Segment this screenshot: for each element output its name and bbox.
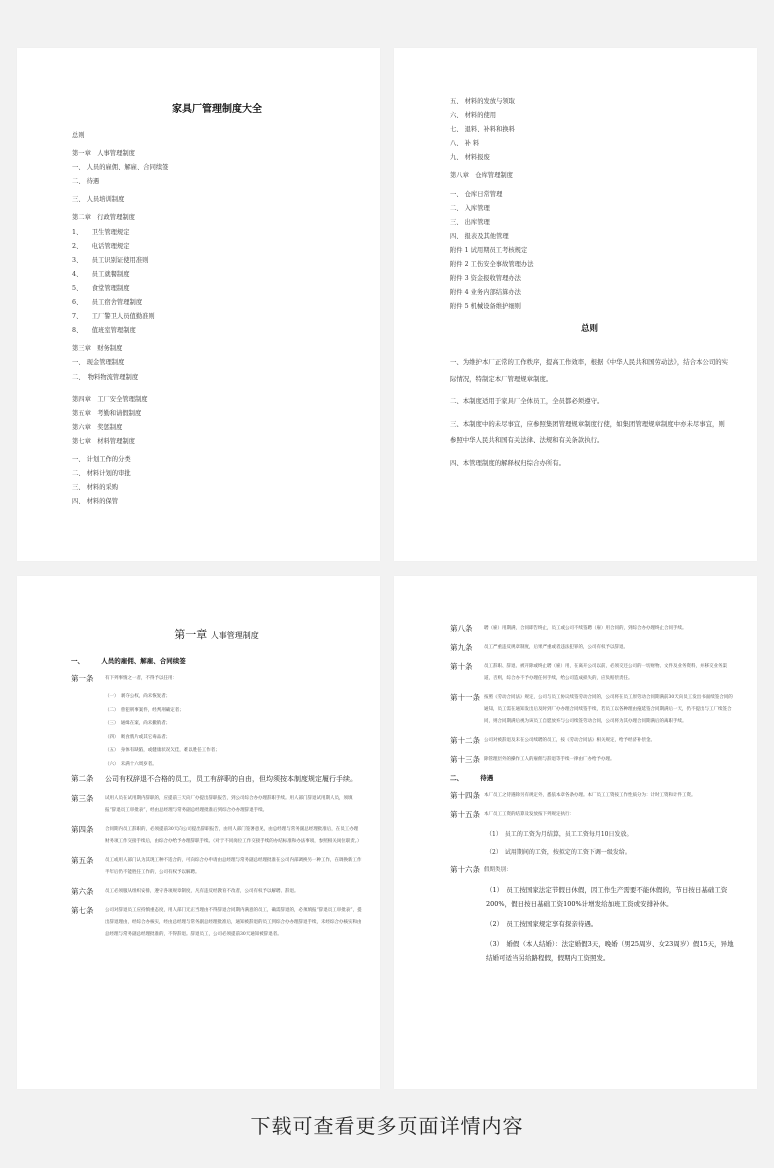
provision-paragraph: 一、为维护本厂正常的工作秩序，提高工作效率，根据《中华人民共和国劳动法》，结合本公司的实际情况，特制定本厂管理规章制度。 — [450, 358, 728, 383]
article-13 — [450, 754, 735, 766]
toc-line: 七、 退料、补料和换料 — [450, 126, 515, 134]
toc-line: 二、 物料物流管理制度 — [72, 373, 139, 381]
section-heading — [71, 656, 362, 665]
section-number: 一、 — [71, 657, 84, 665]
document-page-4 — [394, 576, 757, 1089]
toc-line: 第八章 仓库管理制度 — [450, 172, 513, 180]
toc-line: 三、 人员培训制度 — [72, 196, 125, 204]
article-number: 第一条 — [71, 674, 94, 683]
article-number: 第四条 — [71, 825, 94, 834]
article-1-items — [71, 692, 362, 770]
article-item: （一） 剥夺公权，尚未恢复者； — [105, 694, 171, 699]
article-text: 按照《劳动合同法》规定，公司与员工协议续签劳动合同的，公司将在员工原劳动合同期满前30天向员工发出书面续签合同的通知，员工需在通知发出后及时到厂办办理合同续签手续，若员工以各种理由拖延签合同期满后一天，仍不提出与工厂续签合同，则合同期满后视为该员工自愿放弃与公司续签劳动合同，公司将为其办理合同期满后的离职手续。 — [484, 695, 733, 724]
article-text: 合同期内员工辞职的，必须提前30天向公司提出辞职报告，由用人部门签署意见，由总经理与常务副总经理批准后，在员工办理财务项工作交接手续后，由综合办给予办理辞职手续。（对于不同岗位工作交接手续的办结标准和办法事项，参照相关岗位职责。） — [105, 827, 362, 844]
document-title: 家具厂管理制度大全 — [172, 104, 262, 115]
article-text: 员工必须服从组织安排，遵守各项规章制度，凡有违反经教育不改者，公司有权予以解聘、辞退。 — [105, 889, 299, 894]
article-item: （三） 通缉在案，尚未撤销者； — [105, 721, 171, 726]
chapter-name: 人事管理制度 — [210, 631, 259, 640]
section-title: 人员的雇佣、解雇、合同续签 — [101, 657, 186, 665]
toc-line: 5、 食堂管理制度 — [72, 284, 130, 292]
toc-line: 三、 材料的采购 — [72, 484, 119, 492]
article-15-items — [450, 828, 735, 859]
provision-paragraph: 四、本管理制度的解释权归综合办所有。 — [450, 458, 566, 467]
toc-line: 八、 补 料 — [450, 140, 480, 148]
article-text: 聘（雇）用期满，合同即告终止，员工或公司不续签聘（雇）用合同的，到综合办办理终止合同手续。 — [484, 626, 687, 631]
article-item: （五） 身体有缺陷，或健康状况欠佳，难以胜任工作者； — [105, 748, 220, 753]
article-text: 试用人员在试用期内辞职的，应提前三天向厂办提出辞职报告，到公司综合办办理辞职手续。用人部门辞退试用期人员，须填报“辞退员工审批表”，经由总经理与常务副总经理批准后到综合办办理辞退手续。 — [105, 796, 353, 813]
article-text: 公司有权辞退不合格的员工，员工有辞职的自由，但均须按本制度规定履行手续。 — [105, 775, 357, 783]
article-item: （二） 曾犯刑事案件，经判刑确定者； — [105, 707, 184, 713]
toc-line: 九、 材料报废 — [450, 154, 490, 162]
general-provisions-heading: 总则 — [580, 324, 598, 335]
article-item: （2） 员工按国家规定享有探亲待遇。 — [486, 920, 598, 928]
toc-line: 五、 材料的发放与领取 — [450, 98, 515, 105]
article-number: 第九条 — [450, 643, 473, 652]
article-3 — [71, 793, 362, 817]
article-16-items — [450, 883, 735, 965]
article-text: 本厂员工之待遇除另有规定外，悉依本章各条办理。本厂员工工资按工作性质分为：计时工资和计件工资。 — [484, 793, 696, 798]
article-9 — [450, 642, 735, 654]
toc-line: 三、 出库管理 — [450, 218, 490, 226]
toc-line: 六、 材料的使用 — [450, 112, 497, 120]
article-16 — [450, 864, 735, 876]
article-4 — [71, 824, 362, 848]
article-number: 第十六条 — [450, 865, 480, 874]
article-7 — [71, 905, 362, 941]
article-number: 第十一条 — [450, 693, 480, 702]
article-number: 第十三条 — [450, 755, 480, 764]
toc-line: 第四章 工厂安全管理制度 — [72, 395, 148, 403]
article-text: 本厂员工工资的结算及发放按下列规定执行： — [484, 812, 574, 817]
article-10 — [450, 661, 735, 685]
section-heading — [450, 773, 735, 782]
chapter-title — [71, 626, 362, 642]
article-text: 公司对辞退员工应持慎重态度，用人部门无正当理由不得辞退合同期内满意的员工，确需辞退的，必须填报“辞退员工审批表”，提出辞退理由，经综合办核实，经由总经理与常务副总经理批准后，通知被辞退的员工到综合办办理辞退手续，未经综合办核实和由总经理与常务副总经理批准的，不得辞退。辞退员工，公司必须提前30天通知被辞退者。 — [105, 908, 362, 937]
article-item: （3） 婚假（本人结婚）：法定婚假3天，晚婚（男25周岁、女23周岁）假15天，异地结婚可适当另给路程假，假期内工资照发。 — [486, 940, 734, 962]
article-12 — [450, 735, 735, 747]
toc-line: 第三章 财务制度 — [72, 345, 123, 353]
toc-line: 总则 — [72, 132, 85, 139]
download-prompt-text: 下载可查看更多页面详情内容 — [250, 1114, 524, 1138]
toc-line: 一、 仓库日常管理 — [450, 190, 503, 198]
toc-line: 四、 材料的保管 — [72, 498, 119, 506]
article-11 — [450, 692, 735, 728]
article-1 — [71, 673, 362, 685]
toc-line: 第六章 奖惩制度 — [72, 423, 123, 431]
toc-line: 附件 1 试用期员工考核规定 — [450, 246, 528, 254]
toc-line: 第五章 考勤和请假制度 — [72, 409, 142, 417]
article-text: 员工严重违反规章制度，后果严重或者违法犯罪的，公司有权予以辞退。 — [484, 645, 628, 650]
article-item: （六） 未满十六周岁者。 — [105, 761, 157, 767]
table-of-contents-continued — [450, 95, 729, 314]
article-item: （1） 员工按国家法定节假日休假，因工作生产需要不能休假的，节日按日基础工资200%，假日按日基础工资100%计增发给加班工资或安排补休。 — [486, 886, 728, 908]
article-number: 第十五条 — [450, 810, 480, 819]
table-of-contents — [72, 129, 362, 509]
article-text: 员工或用人部门认为其现工种不适合的，可向综合办申请由总经理与常务副总经理批准在公司内部调换另一种工作，在调换新工作半年后仍不能胜任工作的，公司有权予以解聘。 — [105, 858, 362, 875]
document-page-1 — [17, 48, 380, 561]
document-page-2 — [394, 48, 757, 561]
section-number: 二、 — [450, 774, 463, 782]
article-text: 有下列事情之一者，不得予以任用： — [105, 676, 177, 681]
toc-line: 一、 人员的雇佣、解雇、合同续签 — [72, 164, 169, 172]
toc-line: 1、 卫生管理规定 — [72, 228, 130, 236]
article-6 — [71, 886, 362, 898]
article-5 — [71, 855, 362, 879]
toc-line: 二、 待遇 — [72, 178, 100, 186]
article-text: 公司对被辞退及未在公司续聘的员工，按《劳动合同法》相关规定，给予经济补偿金。 — [484, 738, 655, 743]
article-item: （四） 吸食鸦片或其它毒品者； — [105, 734, 171, 740]
article-2 — [71, 773, 362, 786]
article-number: 第七条 — [71, 906, 94, 915]
toc-line: 4、 员工就餐制度 — [72, 270, 130, 278]
article-14 — [450, 790, 735, 802]
article-number: 第六条 — [71, 887, 94, 896]
article-item: （1） 员工的工资为月结算，员工工资每月10日发放。 — [486, 831, 633, 838]
article-15 — [450, 809, 735, 821]
article-text: 除管理层外的操作工人的雇佣与辞退等手续一律由厂办给予办理。 — [484, 757, 615, 762]
toc-line: 附件 5 机械设备维护细则 — [450, 303, 521, 311]
article-number: 第八条 — [450, 624, 473, 633]
toc-line: 二、 入库管理 — [450, 204, 490, 212]
toc-line: 7、 工厂警卫人员值勤准则 — [72, 313, 155, 321]
toc-line: 附件 3 资金报收管理办法 — [450, 275, 521, 283]
article-text: 员工辞职、辞退、被开除或终止聘（雇）用，在离开公司以前，必须交还公司的一切财物、文件及业务资料，并移交业务渠道，否则，综合办不予办理任何手续，给公司造成损失的，应负赔偿责任。 — [484, 664, 727, 681]
toc-line: 一、 现金管理制度 — [72, 359, 125, 367]
toc-line: 第一章 人事管理制度 — [72, 150, 135, 158]
provision-paragraph: 三、本制度中的未尽事宜，应参照集团管理规章制度行使，如集团管理规章制度中亦未尽事宜，则参照中华人民共和国有关法律、法规和有关条款执行。 — [450, 419, 725, 445]
toc-line: 6、 员工宿舍管理制度 — [72, 299, 143, 307]
toc-line: 3、 员工识别证使用准则 — [72, 256, 149, 264]
provision-paragraph: 二、本制度适用于家具厂全体员工，全员都必须遵守。 — [450, 397, 604, 406]
toc-line: 2、 电话管理规定 — [72, 242, 130, 250]
general-provisions-body — [450, 354, 729, 471]
chapter-number: 第一章 — [174, 628, 208, 641]
article-number: 第十四条 — [450, 791, 480, 800]
toc-line: 第七章 材料管理制度 — [72, 437, 135, 445]
toc-line: 四、 报表及其他管理 — [450, 232, 509, 240]
toc-line: 二、 材料计划的审批 — [72, 470, 131, 478]
article-text: 假期类别： — [484, 867, 512, 873]
article-number: 第二条 — [71, 774, 94, 783]
article-number: 第三条 — [71, 794, 94, 803]
article-number: 第十二条 — [450, 736, 480, 745]
toc-line: 第二章 行政管理制度 — [72, 214, 135, 222]
article-number: 第五条 — [71, 856, 94, 865]
toc-line: 附件 4 业务内部结算办法 — [450, 289, 521, 297]
toc-line: 附件 2 工伤安全事故管理办法 — [450, 261, 534, 269]
toc-line: 一、 计划工作的分类 — [72, 455, 131, 463]
toc-line: 8、 值班室管理制度 — [72, 327, 136, 335]
section-title: 待遇 — [480, 774, 494, 782]
article-8 — [450, 623, 735, 635]
article-number: 第十条 — [450, 662, 473, 671]
document-page-3 — [17, 576, 380, 1089]
article-item: （2） 试用期间的工资，按拟定的工资下调一级发给。 — [486, 849, 631, 856]
